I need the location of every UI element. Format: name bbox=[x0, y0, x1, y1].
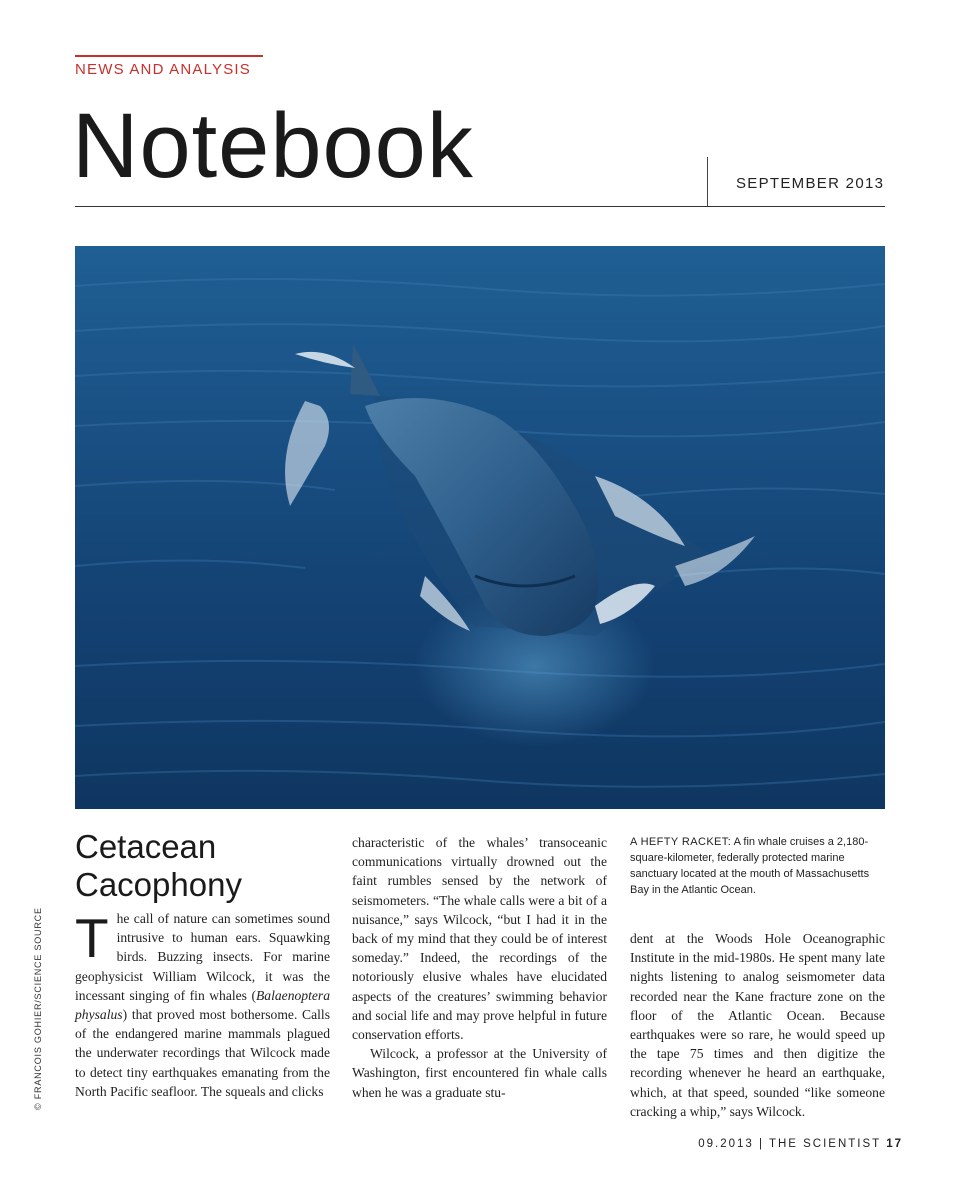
paragraph-2-text-a: Wilcock, a professor at the University of Washington, first encountered fin whale calls when he was a graduate stu- bbox=[352, 1046, 607, 1100]
fin-whale-photo bbox=[75, 246, 885, 809]
paragraph-1-continued: characteristic of the whales’ transoceanic communications virtually drowned out the faint rumbles sensed by the network of seismometers. “The whale calls were a bit of a nuisance,” says Wilcock, “but I had it in the back of my mind that they could be of interest someday.” Indeed, the recordings of the notoriously elusive whales have elucidated aspects of the creatures’ swimming behavior and social life and may prove helpful in future conservation efforts. bbox=[352, 835, 607, 1043]
article-headline: Cetacean Cacophony bbox=[75, 828, 242, 903]
paragraph-2-text-b: dent at the Woods Hole Oceanographic Institute in the mid-1980s. He spent many late nights listening to analog seismometer data recorded near the Kane fracture zone on the floor of the Atlantic Ocean. Because earthquakes were so rare, he would speed up the tape 75 times and then digitize the recording whenever he heard an earthquake, which, at that speed, sounded “like someone cracking a whip,” says Wilcock. bbox=[630, 931, 885, 1119]
article-column-3 bbox=[630, 929, 885, 1121]
issue-date: SEPTEMBER 2013 bbox=[736, 175, 885, 192]
drop-cap: T bbox=[75, 907, 109, 969]
paragraph-1-text-b: ) that proved most bothersome. Calls of the endangered marine mammals plagued the underwater recordings that Wilcock made to detect tiny earthquakes emanating from the North Pacific seafloor. The squeals and clicks bbox=[75, 1007, 330, 1099]
caption-label: A HEFTY RACKET: bbox=[630, 836, 732, 848]
footer-issue: 09.2013 | THE SCIENTIST bbox=[698, 1138, 881, 1150]
paragraph-1-text-a: he call of nature can sometimes sound intrusive to human ears. Squawking birds. Buzzing insects. For marine geophysicist William Wilcock, it was the incessant singing of fin whales ( bbox=[75, 911, 330, 1003]
article-column-1 bbox=[75, 909, 330, 1101]
paragraph-2 bbox=[352, 1044, 607, 1102]
species-name: Balaenoptera physalus bbox=[75, 987, 330, 1023]
masthead-rule bbox=[75, 206, 885, 207]
whale-illustration bbox=[75, 246, 885, 809]
caption-text: A fin whale cruises a 2,180-square-kilometer, federally protected marine sanctuary located at the mouth of Massachusetts Bay in the Atlantic Ocean. bbox=[630, 836, 870, 896]
photo-caption bbox=[630, 834, 885, 898]
article-column-2 bbox=[352, 833, 607, 1102]
photo-credit: © FRANCOIS GOHIER/SCIENCE SOURCE bbox=[33, 907, 43, 1110]
masthead-title: Notebook bbox=[72, 95, 474, 197]
page-number: 17 bbox=[886, 1138, 903, 1150]
section-rule bbox=[75, 55, 263, 57]
paragraph-1 bbox=[75, 909, 330, 1101]
paragraph-2-continued bbox=[630, 929, 885, 1121]
section-label: NEWS AND ANALYSIS bbox=[75, 61, 252, 78]
masthead-divider bbox=[707, 157, 708, 207]
page-footer bbox=[698, 1138, 903, 1150]
